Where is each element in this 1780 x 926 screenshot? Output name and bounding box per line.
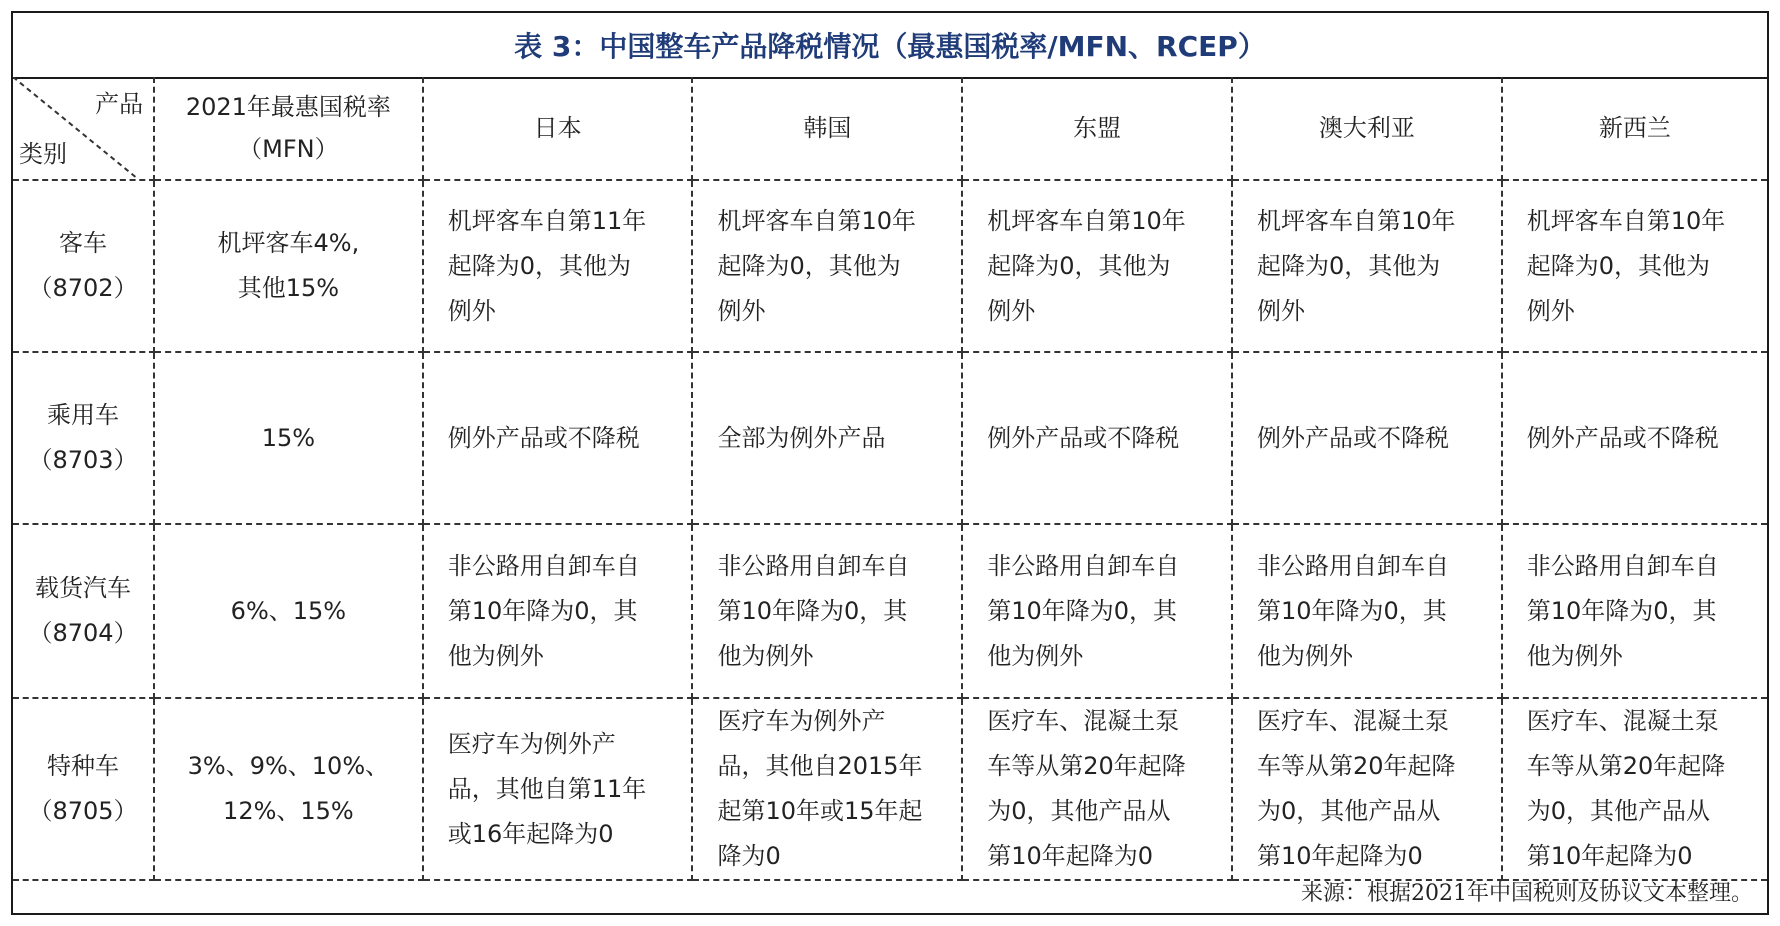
rcep-cell-line: 医疗车、混凝土泵: [1256, 707, 1449, 735]
rcep-cell-australia: [1232, 698, 1502, 880]
rcep-cell-line: 非公路用自卸车自: [447, 551, 640, 580]
mfn-rate-line: 其他15%: [237, 274, 340, 302]
rcep-cell-line: 例外产品或不降税: [1526, 423, 1719, 452]
rcep-cell-line: 例外: [1256, 296, 1305, 325]
rcep-cell-line: 或16年起降为0: [447, 819, 614, 848]
rcep-cell-asean: [962, 698, 1232, 880]
rcep-cell-newzealand: [1502, 180, 1767, 352]
rcep-cell-japan: [423, 698, 693, 880]
mfn-header-line1: 2021年最惠国税率: [185, 93, 391, 121]
rcep-cell-newzealand: [1502, 352, 1767, 524]
rcep-cell-line: 为0，其他产品从: [1526, 797, 1710, 825]
table-frame: [11, 11, 1769, 915]
rcep-cell-korea: [692, 180, 962, 352]
source-note: 来源：根据2021年中国税则及协议文本整理。: [1301, 880, 1753, 906]
rcep-cell-korea: [692, 698, 962, 880]
mfn-rate-cell: [154, 352, 423, 524]
mfn-rate-line: 机坪客车4%,: [217, 229, 360, 257]
rcep-cell-line: 非公路用自卸车自: [1256, 551, 1449, 580]
rcep-cell-line: 车等从第20年起降: [1256, 752, 1456, 780]
table-row: [13, 180, 1767, 352]
country-header-japan: 日本: [423, 77, 693, 180]
rcep-cell-line: 车等从第20年起降: [987, 752, 1186, 780]
rcep-cell-line: 例外: [447, 296, 496, 325]
rcep-cell-line: 起降为0，其他为: [987, 251, 1171, 280]
rcep-cell-line: 他为例外: [1526, 641, 1623, 670]
rcep-cell-line: 起降为0，其他为: [1526, 251, 1710, 280]
rcep-cell-australia: [1232, 180, 1502, 352]
mfn-rate-cell: [154, 698, 423, 880]
mfn-header-line2: （MFN）: [238, 135, 339, 163]
rcep-cell-line: 降为0: [717, 842, 781, 870]
category-code: （8705）: [28, 797, 138, 825]
category-name: 特种车: [47, 752, 120, 780]
rcep-cell-line: 第10年降为0，其: [987, 596, 1178, 625]
mfn-rate-line: 6%、15%: [230, 596, 347, 625]
category-code: （8703）: [28, 446, 138, 474]
rcep-cell-line: 起第10年或15年起: [717, 797, 923, 825]
rcep-cell-line: 机坪客车自第10年: [1256, 206, 1456, 235]
rcep-cell-line: 医疗车、混凝土泵: [1526, 707, 1719, 735]
category-cell: [13, 180, 154, 352]
rcep-cell-line: 他为例外: [717, 641, 814, 670]
rcep-cell-line: 机坪客车自第10年: [1526, 206, 1726, 235]
country-header-korea: 韩国: [692, 77, 962, 180]
mfn-rate-line: 3%、9%、10%、: [187, 752, 390, 780]
rcep-cell-asean: [962, 352, 1232, 524]
rcep-cell-line: 品，其他自2015年: [717, 752, 923, 780]
header-row: [13, 77, 1767, 180]
rcep-cell-line: 非公路用自卸车自: [717, 551, 910, 580]
table-row: [13, 698, 1767, 880]
country-header-asean: 东盟: [962, 77, 1232, 180]
country-header-australia: 澳大利亚: [1232, 77, 1502, 180]
category-cell: [13, 698, 154, 880]
rcep-cell-line: 例外产品或不降税: [987, 423, 1180, 452]
mfn-rate-cell: [154, 524, 423, 698]
rcep-cell-line: 医疗车为例外产: [447, 729, 616, 758]
category-code: （8702）: [28, 274, 138, 302]
rcep-cell-line: 为0，其他产品从: [987, 797, 1171, 825]
rcep-cell-line: 例外产品或不降税: [447, 423, 640, 452]
rcep-cell-japan: [423, 524, 693, 698]
rcep-cell-japan: [423, 352, 693, 524]
category-cell: [13, 352, 154, 524]
rcep-cell-line: 机坪客车自第11年: [447, 206, 647, 235]
rcep-cell-line: 全部为例外产品: [717, 423, 886, 452]
rcep-cell-asean: [962, 180, 1232, 352]
mfn-rate-cell: [154, 180, 423, 352]
mfn-rate-line: 12%、15%: [223, 797, 354, 825]
tariff-table: [13, 77, 1767, 881]
rcep-cell-line: 医疗车为例外产: [717, 707, 886, 735]
corner-product-label: 产品: [95, 90, 144, 118]
category-code: （8704）: [28, 619, 138, 647]
table-row: [13, 524, 1767, 698]
rcep-cell-line: 他为例外: [447, 641, 544, 670]
corner-cell: [13, 77, 154, 180]
country-header-newzealand: 新西兰: [1502, 77, 1767, 180]
rcep-cell-line: 非公路用自卸车自: [987, 551, 1180, 580]
rcep-cell-line: 第10年降为0，其: [717, 596, 908, 625]
rcep-cell-line: 医疗车、混凝土泵: [987, 707, 1180, 735]
rcep-cell-line: 他为例外: [1256, 641, 1353, 670]
rcep-cell-line: 例外: [1526, 296, 1575, 325]
rcep-cell-line: 机坪客车自第10年: [717, 206, 916, 235]
rcep-cell-line: 例外: [717, 296, 766, 325]
rcep-cell-asean: [962, 524, 1232, 698]
table-title: 表 3：中国整车产品降税情况（最惠国税率/MFN、RCEP）: [13, 13, 1767, 79]
rcep-cell-line: 车等从第20年起降: [1526, 752, 1726, 780]
category-name: 载货汽车: [35, 574, 132, 602]
rcep-cell-line: 他为例外: [987, 641, 1084, 670]
category-name: 客车: [59, 229, 108, 257]
rcep-cell-line: 起降为0，其他为: [1256, 251, 1441, 280]
table-row: [13, 352, 1767, 524]
rcep-cell-line: 非公路用自卸车自: [1526, 551, 1719, 580]
mfn-header: [154, 77, 423, 180]
rcep-cell-line: 品，其他自第11年: [447, 774, 647, 803]
rcep-cell-line: 第10年起降为0: [987, 842, 1154, 870]
rcep-cell-line: 为0，其他产品从: [1256, 797, 1441, 825]
rcep-cell-line: 第10年起降为0: [1256, 842, 1423, 870]
rcep-cell-australia: [1232, 352, 1502, 524]
mfn-rate-line: 15%: [261, 423, 316, 452]
rcep-cell-line: 第10年降为0，其: [1526, 596, 1717, 625]
category-cell: [13, 524, 154, 698]
rcep-cell-newzealand: [1502, 698, 1767, 880]
rcep-cell-line: 第10年起降为0: [1526, 842, 1693, 870]
corner-category-label: 类别: [19, 140, 67, 168]
rcep-cell-line: 第10年降为0，其: [1256, 596, 1447, 625]
rcep-cell-line: 起降为0，其他为: [717, 251, 901, 280]
rcep-cell-korea: [692, 352, 962, 524]
rcep-cell-newzealand: [1502, 524, 1767, 698]
rcep-cell-japan: [423, 180, 693, 352]
rcep-cell-australia: [1232, 524, 1502, 698]
rcep-cell-line: 第10年降为0，其: [447, 596, 638, 625]
rcep-cell-line: 例外产品或不降税: [1256, 423, 1449, 452]
rcep-cell-line: 例外: [987, 296, 1036, 325]
rcep-cell-line: 机坪客车自第10年: [987, 206, 1186, 235]
rcep-cell-korea: [692, 524, 962, 698]
rcep-cell-line: 起降为0，其他为: [447, 251, 631, 280]
category-name: 乘用车: [47, 401, 120, 429]
